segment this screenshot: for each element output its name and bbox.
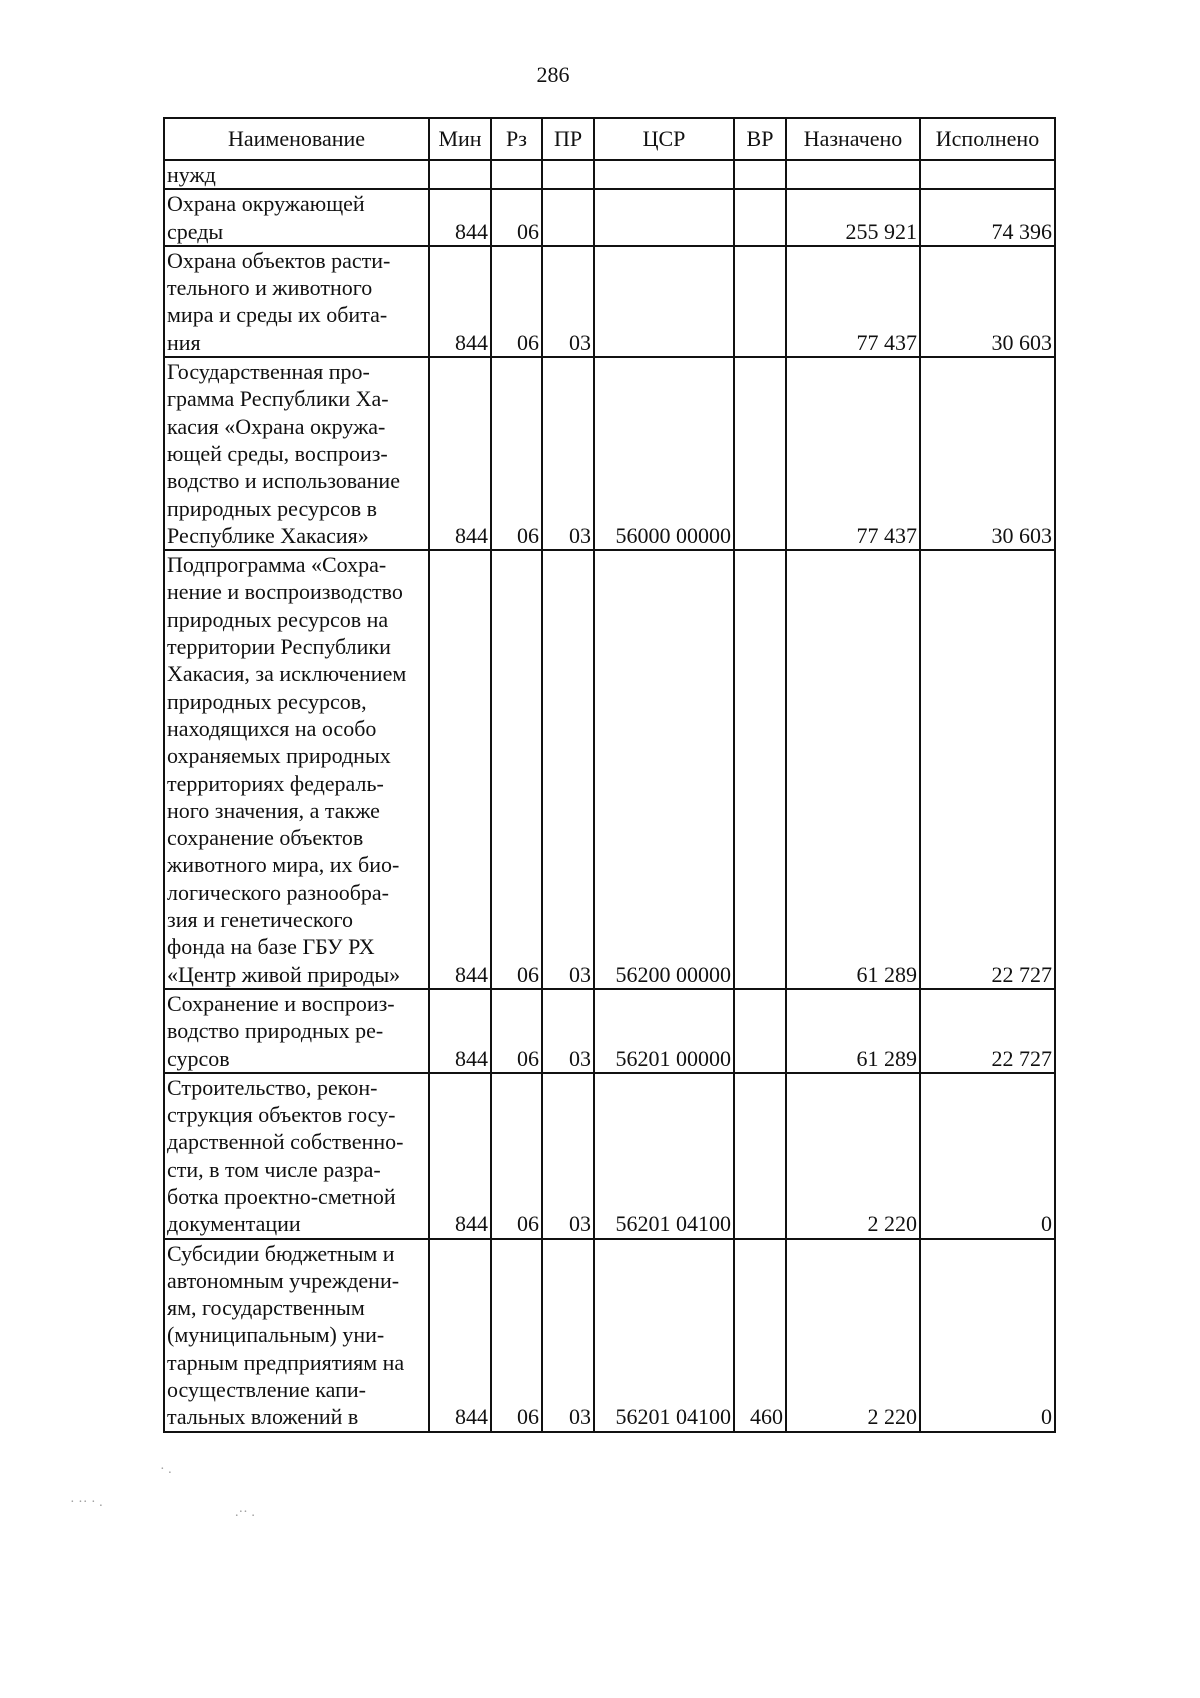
header-csr: ЦСР	[594, 118, 734, 160]
header-executed: Исполнено	[920, 118, 1055, 160]
scan-artifact: · ·· · .	[70, 1495, 103, 1510]
cell-rz: 06	[491, 246, 542, 357]
cell-rz: 06	[491, 189, 542, 246]
table-row	[164, 1239, 1055, 1432]
cell-name: нужд	[164, 160, 429, 189]
cell-assigned: 77 437	[786, 357, 920, 550]
cell-rz: 06	[491, 1073, 542, 1239]
cell-executed	[920, 160, 1055, 189]
cell-pr: 03	[542, 1239, 594, 1432]
cell-executed: 0	[920, 1239, 1055, 1432]
table-row	[164, 1073, 1055, 1239]
cell-pr	[542, 160, 594, 189]
table-row	[164, 160, 1055, 189]
cell-min: 844	[429, 989, 491, 1073]
cell-assigned: 77 437	[786, 246, 920, 357]
cell-name: Строительство, рекон- струкция объектов госу- дарственной собственно- сти, в том числе разра- ботка проектно-сметной документации	[164, 1073, 429, 1239]
table-row	[164, 246, 1055, 357]
cell-rz: 06	[491, 1239, 542, 1432]
budget-table	[163, 117, 1056, 1433]
cell-pr: 03	[542, 1073, 594, 1239]
cell-csr: 56201 00000	[594, 989, 734, 1073]
cell-assigned	[786, 160, 920, 189]
cell-csr: 56201 04100	[594, 1073, 734, 1239]
page-number: 286	[536, 62, 570, 87]
cell-name: Охрана объектов расти- тельного и животного мира и среды их обита- ния	[164, 246, 429, 357]
scan-artifact: · .	[160, 1462, 172, 1477]
cell-min: 844	[429, 1073, 491, 1239]
header-name: Наименование	[164, 118, 429, 160]
cell-rz: 06	[491, 989, 542, 1073]
table-row	[164, 989, 1055, 1073]
cell-executed: 22 727	[920, 989, 1055, 1073]
cell-executed: 0	[920, 1073, 1055, 1239]
cell-pr: 03	[542, 246, 594, 357]
cell-executed: 22 727	[920, 550, 1055, 989]
cell-vr	[734, 189, 786, 246]
cell-name: Сохранение и воспроиз- водство природных ре- сурсов	[164, 989, 429, 1073]
cell-executed: 30 603	[920, 246, 1055, 357]
cell-executed: 30 603	[920, 357, 1055, 550]
cell-csr	[594, 160, 734, 189]
cell-name: Государственная про- грамма Республики Ха- касия «Охрана окружа- ющей среды, воспроиз- водство и использование природных ресурсов в Республике Хакасия»	[164, 357, 429, 550]
cell-vr	[734, 989, 786, 1073]
cell-assigned: 2 220	[786, 1073, 920, 1239]
cell-pr: 03	[542, 550, 594, 989]
cell-name: Субсидии бюджетным и автономным учреждени- ям, государственным (муниципальным) уни- тарным предприятиям на осуществление капи- тальных вложений в	[164, 1239, 429, 1432]
cell-executed: 74 396	[920, 189, 1055, 246]
cell-pr	[542, 189, 594, 246]
cell-min	[429, 160, 491, 189]
cell-min: 844	[429, 1239, 491, 1432]
cell-rz	[491, 160, 542, 189]
cell-rz: 06	[491, 550, 542, 989]
cell-min: 844	[429, 246, 491, 357]
cell-assigned: 255 921	[786, 189, 920, 246]
header-min: Мин	[429, 118, 491, 160]
header-assigned: Назначено	[786, 118, 920, 160]
table-row	[164, 357, 1055, 550]
table-row	[164, 550, 1055, 989]
cell-name: Подпрограмма «Сохра- нение и воспроизводство природных ресурсов на территории Республики Хакасия, за исключением природных ресурсов, находящихся на особо охраняемых природных территориях федераль- ного значения, а также сохранение объектов животного мира, их био- логического разнообра- зия и генетического фонда на базе ГБУ РХ «Центр живой природы»	[164, 550, 429, 989]
header-vr: ВР	[734, 118, 786, 160]
cell-vr	[734, 550, 786, 989]
cell-vr: 460	[734, 1239, 786, 1432]
cell-name: Охрана окружающей среды	[164, 189, 429, 246]
cell-pr: 03	[542, 357, 594, 550]
cell-vr	[734, 1073, 786, 1239]
cell-csr	[594, 246, 734, 357]
cell-min: 844	[429, 189, 491, 246]
cell-min: 844	[429, 550, 491, 989]
cell-vr	[734, 246, 786, 357]
cell-csr: 56200 00000	[594, 550, 734, 989]
header-pr: ПР	[542, 118, 594, 160]
cell-assigned: 61 289	[786, 989, 920, 1073]
cell-csr: 56000 00000	[594, 357, 734, 550]
cell-csr: 56201 04100	[594, 1239, 734, 1432]
cell-rz: 06	[491, 357, 542, 550]
cell-assigned: 2 220	[786, 1239, 920, 1432]
table-row	[164, 189, 1055, 246]
cell-vr	[734, 357, 786, 550]
header-rz: Рз	[491, 118, 542, 160]
cell-csr	[594, 189, 734, 246]
cell-assigned: 61 289	[786, 550, 920, 989]
scan-artifact: .·· .	[235, 1505, 255, 1520]
cell-vr	[734, 160, 786, 189]
cell-pr: 03	[542, 989, 594, 1073]
table-header-row	[164, 118, 1055, 160]
cell-min: 844	[429, 357, 491, 550]
